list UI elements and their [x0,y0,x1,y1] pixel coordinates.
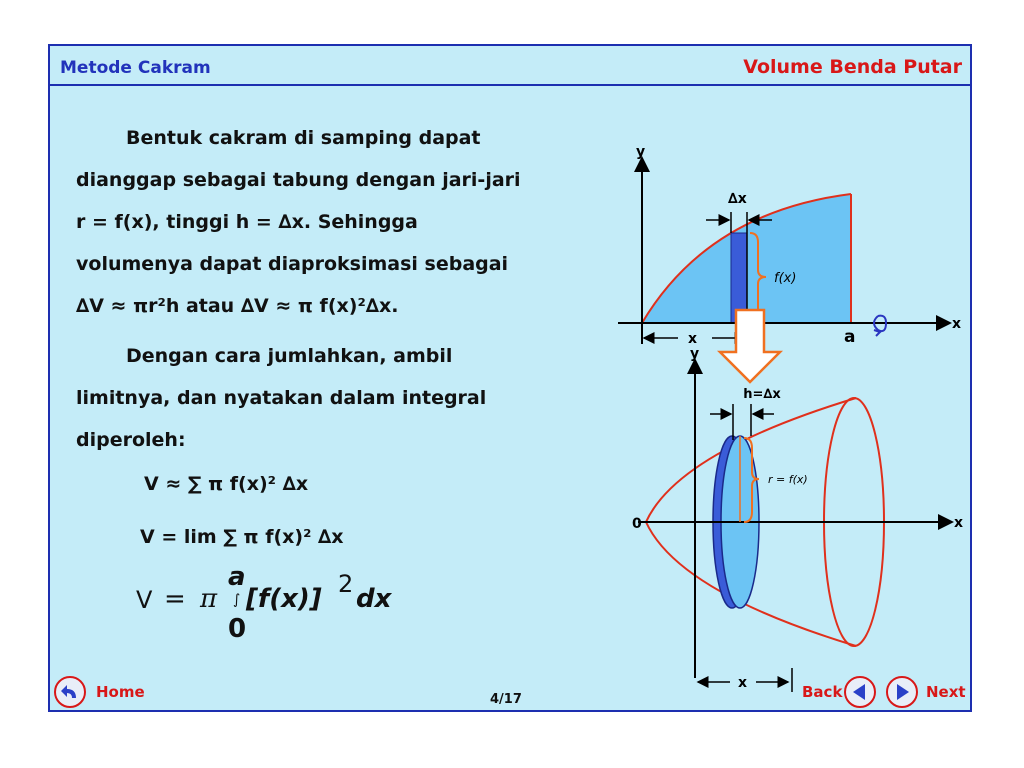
slide-content [50,46,970,710]
section-title: Metode Cakram [60,58,211,78]
text-line: ∆V ≈ πr²h atau ∆V ≈ π f(x)²∆x. [76,295,399,317]
formula-pi: π [200,584,218,614]
formula-limit: V = lim ∑ π f(x)² ∆x [140,526,344,548]
integrand: [f(x)] [246,584,322,614]
x-axis-label: x [952,316,962,332]
home-button[interactable] [54,676,144,710]
formula-equals: = [164,584,186,614]
back-arrow-icon [844,676,876,708]
paragraph-2 [76,335,596,461]
topic-title: Volume Benda Putar [743,56,962,78]
home-icon [54,676,86,708]
differential: dx [356,584,392,614]
solid-of-revolution-diagram [598,342,970,691]
text-line: Bentuk cakram di samping dapat [126,127,481,149]
a-label: a [844,327,856,347]
x-axis-label: x [954,515,964,531]
text-line: volumenya dapat diaproksimasi sebagai [76,253,509,275]
h-label: h=∆x [743,387,781,402]
text-line: r = f(x), tinggi h = ∆x. Sehingga [76,211,418,233]
home-label: Home [96,683,145,701]
integrand-exponent: 2 [338,570,354,598]
area-under-curve-diagram [598,92,970,352]
rotation-arrowhead [874,330,880,336]
next-arrow-icon [886,676,918,708]
radius-label: r = f(x) [768,473,808,486]
slide-frame [48,44,972,712]
fx-label: f(x) [774,271,797,286]
text-line: diperoleh: [76,429,186,451]
origin-label: 0 [632,516,642,532]
text-line: dianggap sebagai tabung dengan jari-jari [76,169,521,191]
text-line: Dengan cara jumlahkan, ambil [126,345,453,367]
integral-upper-limit: a [228,562,246,592]
y-axis-label: y [636,144,646,160]
next-button[interactable] [886,676,970,710]
next-label: Next [926,683,966,701]
back-label: Back [802,683,843,701]
y-axis-label: y [690,346,700,362]
formula-integral [134,564,434,644]
back-button[interactable] [802,676,882,710]
x-dim-label: x [688,331,698,347]
formula-lhs: V [136,586,153,614]
integral-lower-limit: 0 [228,614,247,644]
x-dim-label: x [738,675,748,691]
paragraph-1 [76,117,596,327]
page-number: 4/17 [490,692,522,707]
text-line: limitnya, dan nyatakan dalam integral [76,387,487,409]
dx-label: ∆x [728,191,747,207]
integral-sign: ∫ [233,592,241,608]
formula-sum-approx: V ≈ ∑ π f(x)² ∆x [144,473,309,495]
